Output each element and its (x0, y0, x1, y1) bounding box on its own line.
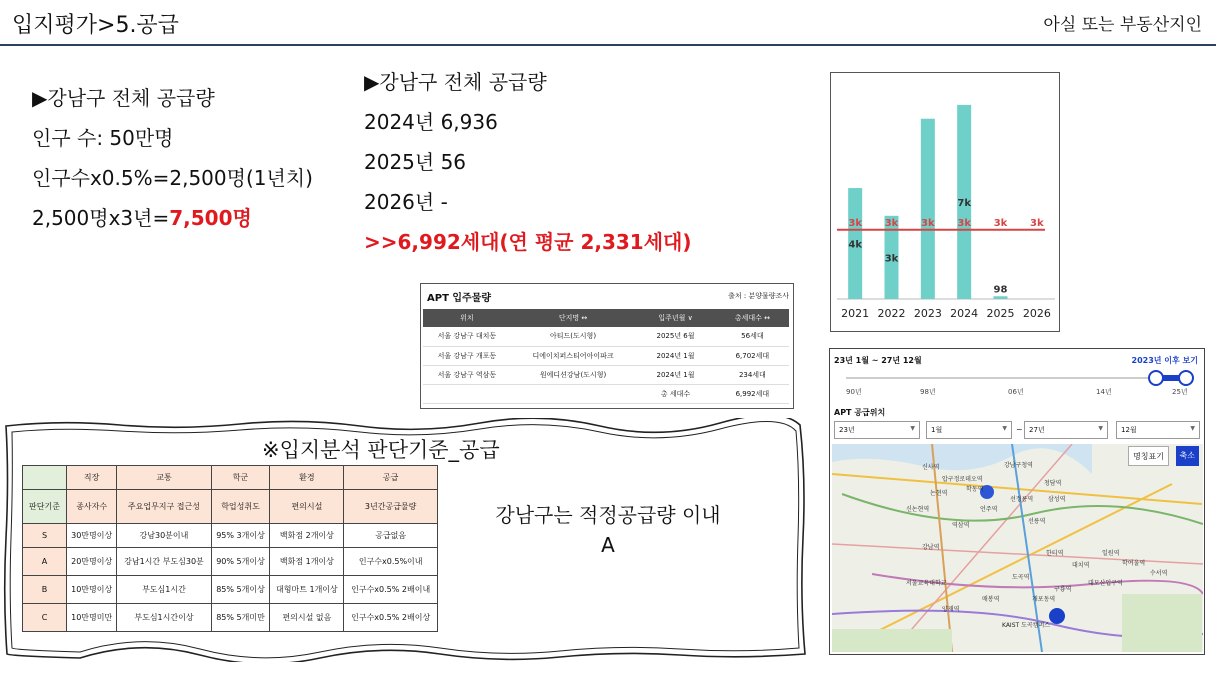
table-row (23, 548, 438, 576)
data-label: 3k (884, 253, 899, 265)
table-cell: 백화점 1개이상 (270, 548, 344, 576)
apt-title: APT 입주물량 (427, 293, 492, 304)
map-label: 강남역 (922, 544, 940, 551)
supply-chart-svg (831, 73, 1061, 333)
x-tick-label: 2023 (913, 307, 942, 320)
reference-label: 3k (1030, 217, 1044, 229)
grade-cell: A (23, 548, 67, 576)
map-label: 대치역 (1072, 562, 1090, 569)
middle-heading: ▶강남구 전체 공급량 (364, 70, 547, 94)
end-month-select[interactable]: 12월 ▼ (1116, 421, 1200, 439)
total-units: 6,992세대 (716, 384, 789, 403)
category-header: 학군 (211, 466, 270, 490)
data-label: 98 (993, 284, 1008, 296)
subheader: 3년간공급물량 (344, 490, 438, 524)
verdict-text: 강남구는 적정공급량 이내 (495, 503, 721, 527)
table-cell: 대형마트 1개이상 (270, 576, 344, 604)
table-cell: 부도심1시간이상 (117, 604, 211, 632)
formula-text: 인구수x0.5%=2,500명(1년치) (32, 166, 313, 190)
table-cell: 원에디션강남(도시형) (511, 365, 635, 384)
header-divider (0, 44, 1216, 46)
slider-tick: 14년 (1096, 388, 1112, 396)
apt-col-location[interactable]: 위치 (423, 309, 511, 327)
total-prefix: 2,500명x3년= (32, 206, 170, 230)
end-year-select[interactable]: 27년 ▼ (1024, 421, 1108, 439)
table-cell: 85% 5개미만 (211, 604, 270, 632)
x-tick-label: 2021 (841, 307, 870, 320)
year-slider-track[interactable] (846, 377, 1186, 379)
slider-tick: 98년 (920, 388, 936, 396)
map-label: 신사역 (922, 464, 940, 471)
table-total-row (423, 384, 789, 403)
population-text: 인구 수: 50만명 (32, 126, 174, 150)
total-label: 총 세대수 (635, 384, 716, 403)
table-cell: 2025년 6월 (635, 327, 716, 346)
total-line (32, 198, 313, 238)
map-panel (829, 348, 1205, 655)
total-value: 7,500명 (169, 206, 252, 230)
criteria-table (22, 465, 438, 632)
table-cell: 10만명미만 (67, 604, 117, 632)
map-label: 대모산입구역 (1088, 580, 1123, 587)
map-label: 도곡역 (1012, 574, 1030, 581)
chevron-down-icon: ▼ (1190, 425, 1195, 432)
apt-source: 출처 : 분양물량조사 (728, 292, 789, 300)
category-header: 교통 (117, 466, 211, 490)
map-label: 선정릉역 (1010, 496, 1034, 503)
chevron-down-icon: ▼ (1098, 425, 1103, 432)
reference-label: 3k (921, 217, 935, 229)
map-label: 서울교육대학교 (906, 580, 947, 587)
table-row[interactable] (423, 346, 789, 365)
table-cell: 인구수x0.5%이내 (344, 548, 438, 576)
table-row (23, 604, 438, 632)
supply-2024: 2024년 6,936 (364, 110, 498, 134)
apt-col-complex[interactable]: 단지명 ↔ (511, 309, 635, 327)
start-year-select[interactable]: 23년 ▼ (834, 421, 920, 439)
apt-col-date[interactable]: 입주년월 ∨ (635, 309, 716, 327)
slider-tick: 25년 (1172, 388, 1188, 396)
table-cell: 아티드(도시형) (511, 327, 635, 346)
supply-map[interactable] (832, 444, 1203, 652)
table-cell: 서울 강남구 개포동 (423, 346, 511, 365)
page-title: 입지평가>5.공급 (12, 13, 179, 38)
zoom-out-button[interactable]: 축소 (1176, 446, 1199, 466)
middle-summary (364, 62, 692, 262)
table-cell: 인구수x0.5% 2배이상 (344, 604, 438, 632)
map-label: 역삼역 (952, 522, 970, 529)
subheader: 종사자수 (67, 490, 117, 524)
table-cell: 20만명이상 (67, 548, 117, 576)
subheader: 주요업무지구 접근성 (117, 490, 211, 524)
table-cell: 백화점 2개이상 (270, 524, 344, 548)
table-cell: 90% 5개이상 (211, 548, 270, 576)
map-label: 구룡역 (1054, 586, 1072, 593)
table-cell: 공급없음 (344, 524, 438, 548)
start-month-select[interactable]: 1월 ▼ (926, 421, 1012, 439)
subheader: 편의시설 (270, 490, 344, 524)
left-summary (32, 78, 313, 238)
map-label: 학여울역 (1122, 560, 1146, 567)
reference-label: 3k (957, 217, 971, 229)
apt-table (423, 309, 789, 404)
grade-cell: S (23, 524, 67, 548)
category-header: 환경 (270, 466, 344, 490)
map-label: 매봉역 (982, 596, 1000, 603)
table-cell: 부도심1시간 (117, 576, 211, 604)
criteria-title: ※입지분석 판단기준_공급 (262, 438, 500, 462)
verdict (470, 500, 746, 560)
slider-start-handle[interactable] (1148, 370, 1164, 386)
table-cell: 2024년 1월 (635, 365, 716, 384)
table-cell: 85% 5개이상 (211, 576, 270, 604)
category-header: 공급 (344, 466, 438, 490)
verdict-grade: A (601, 533, 615, 557)
after-2023-link[interactable]: 2023년 이후 보기 (1131, 356, 1198, 365)
table-cell: 디에이치퍼스티어아이파크 (511, 346, 635, 365)
x-tick-label: 2024 (950, 307, 979, 320)
table-cell: 95% 3개이상 (211, 524, 270, 548)
map-label: 신논현역 (906, 506, 930, 513)
table-cell: 인구수x0.5% 2배이내 (344, 576, 438, 604)
x-tick-label: 2022 (877, 307, 906, 320)
criteria-label: 판단기준 (23, 490, 67, 524)
table-cell: 강남30분이내 (117, 524, 211, 548)
chevron-down-icon: ▼ (1002, 425, 1007, 432)
chevron-down-icon: ▼ (910, 425, 915, 432)
reference-label: 3k (848, 217, 862, 229)
left-heading: ▶강남구 전체 공급량 (32, 86, 215, 110)
map-label: 강남구청역 (1004, 462, 1033, 469)
table-cell: 234세대 (716, 365, 789, 384)
map-label: 수서역 (1150, 570, 1168, 577)
map-label: 청담역 (1044, 480, 1062, 487)
slider-tick: 90년 (846, 388, 862, 396)
table-cell: 서울 강남구 대치동 (423, 327, 511, 346)
x-tick-label: 2026 (1022, 307, 1051, 320)
map-label: 압구정로데오역 (942, 476, 983, 483)
supply-chart (830, 72, 1060, 332)
name-toggle-button[interactable]: 명칭표기 (1128, 446, 1169, 466)
table-row[interactable] (423, 327, 789, 346)
slider-tick: 06년 (1008, 388, 1024, 396)
chart-bar (994, 296, 1008, 299)
header-source: 아실 또는 부동산지인 (1043, 15, 1202, 35)
map-label: 한티역 (1046, 550, 1064, 557)
map-label: 언주역 (980, 506, 998, 513)
table-row (23, 576, 438, 604)
table-cell: 56세대 (716, 327, 789, 346)
table-cell: 6,702세대 (716, 346, 789, 365)
table-cell: 10만명이상 (67, 576, 117, 604)
map-date-range: 23년 1월 ~ 27년 12월 (834, 356, 922, 365)
chart-bar (921, 119, 935, 299)
table-cell: 2024년 1월 (635, 346, 716, 365)
apt-col-units[interactable]: 총세대수 ↔ (716, 309, 789, 327)
table-cell: 서울 강남구 역삼동 (423, 365, 511, 384)
grade-cell: B (23, 576, 67, 604)
map-subtitle: APT 공급위치 (834, 408, 886, 417)
apt-supply-panel (420, 283, 794, 409)
map-label: 선릉역 (1028, 518, 1046, 525)
supply-summary: >>6,992세대(연 평균 2,331세대) (364, 230, 692, 254)
x-tick-label: 2025 (986, 307, 1015, 320)
table-row[interactable] (423, 365, 789, 384)
subheader: 학업성취도 (211, 490, 270, 524)
reference-label: 3k (993, 217, 1008, 229)
map-label: KAIST 도곡캠퍼스 (1002, 622, 1051, 629)
map-label: 일원역 (1102, 550, 1120, 557)
map-label: 삼성역 (1048, 496, 1066, 503)
table-cell: 30만명이상 (67, 524, 117, 548)
map-label: 학동역 (966, 486, 984, 493)
range-separator: ~ (1016, 425, 1023, 434)
category-header: 직장 (67, 466, 117, 490)
map-label: 논현역 (930, 490, 948, 497)
table-cell: 편의시설 없음 (270, 604, 344, 632)
reference-label: 3k (884, 217, 899, 229)
data-label: 4k (848, 239, 862, 251)
grade-cell: C (23, 604, 67, 632)
data-label: 7k (957, 197, 971, 209)
supply-2025: 2025년 56 (364, 150, 467, 174)
supply-2026: 2026년 - (364, 190, 448, 214)
map-label: 양재역 (942, 606, 960, 613)
table-cell: 강남1시간 부도심30분 (117, 548, 211, 576)
slider-end-handle[interactable] (1178, 370, 1194, 386)
table-row (23, 524, 438, 548)
map-label: 개포동역 (1032, 596, 1056, 603)
